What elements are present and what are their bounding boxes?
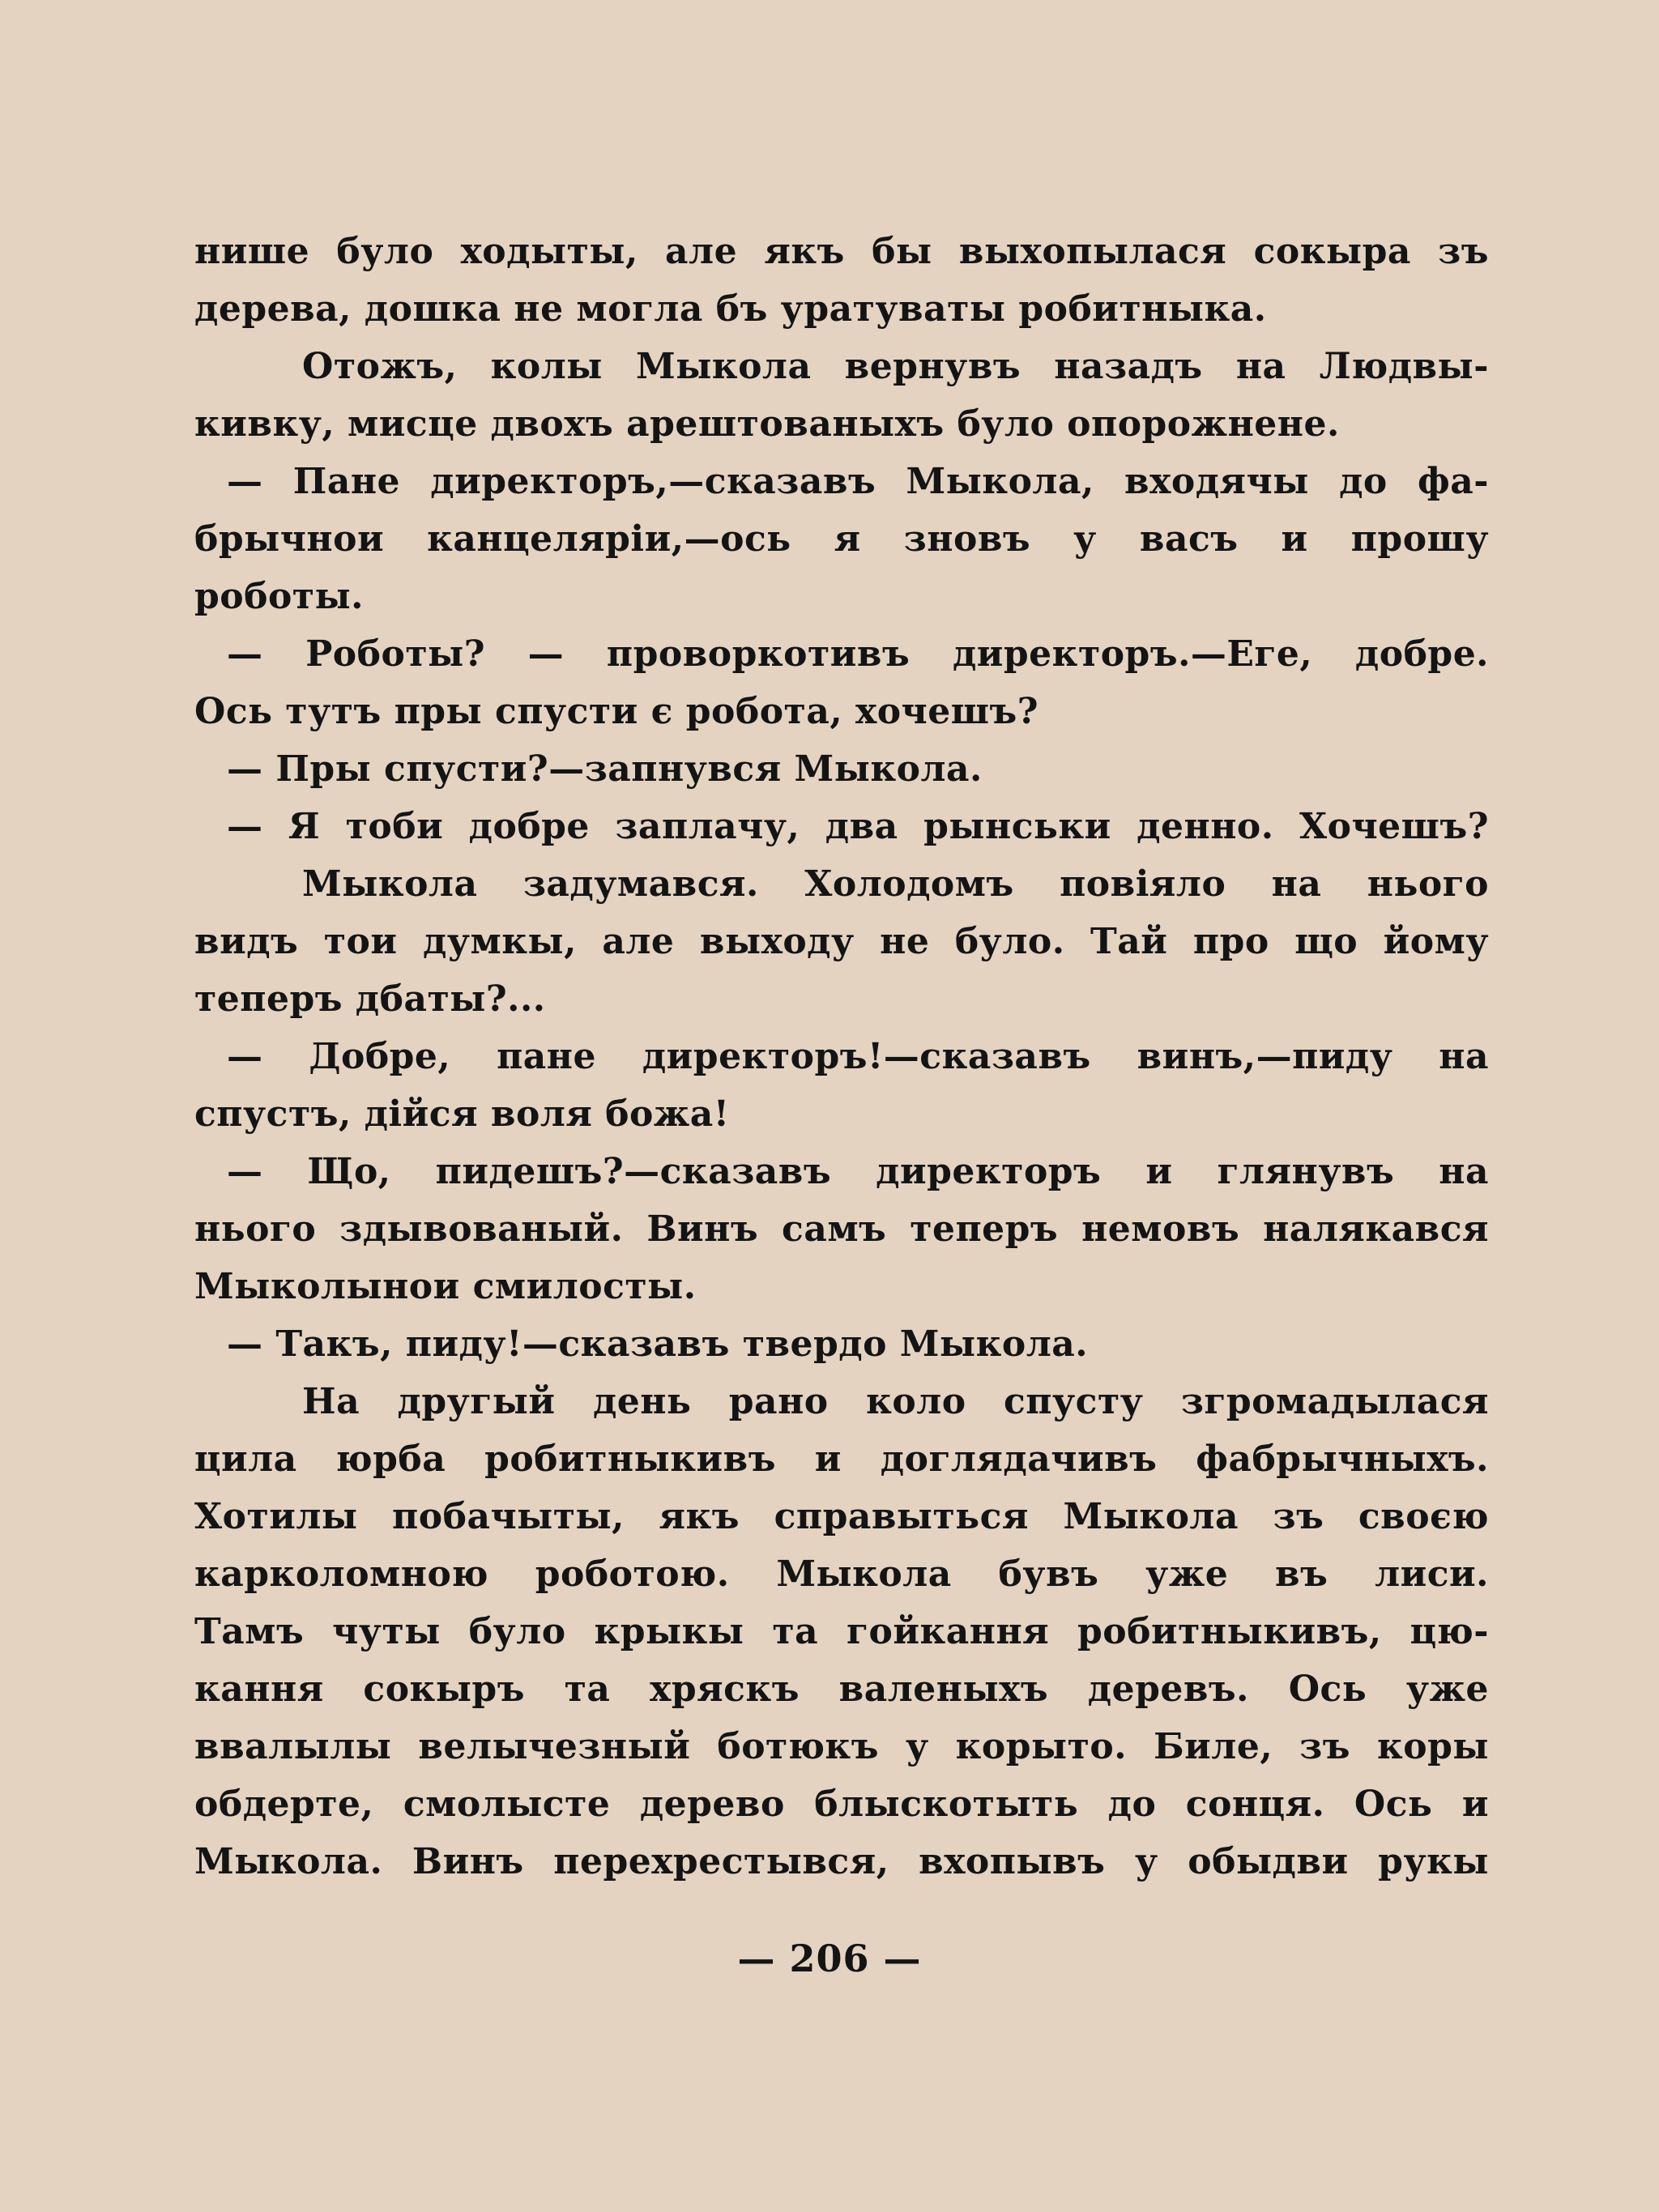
page-text: [194, 223, 1489, 1890]
text-line-15: — Добре, пане директоръ!—сказавъ винъ,—пиду на: [227, 1036, 1489, 1077]
page-number: — 206 —: [737, 1937, 922, 1980]
text-line-21: На другый день рано коло спусту згромадылася: [302, 1381, 1489, 1422]
text-line-5: — Пане директоръ,—сказавъ Мыкола, входячы до фа-: [227, 461, 1489, 502]
text-line-19: Мыколынои смилосты.: [194, 1266, 697, 1307]
text-line-2: дерева, дошка не могла бъ уратуваты робитныка.: [194, 288, 1267, 330]
text-line-13: видъ тои думкы, але выходу не було. Тай про що йому: [194, 921, 1489, 962]
text-line-28: обдерте, смолысте дерево блыскотыть до сонця. Ось и: [194, 1784, 1489, 1825]
text-line-14: теперъ дбаты?...: [194, 978, 546, 1020]
text-line-16: спустъ, дійся воля божа!: [194, 1093, 730, 1135]
text-line-12: Мыкола задумався. Холодомъ повіяло на нього: [302, 863, 1489, 905]
text-line-18: нього здывованый. Винъ самъ теперъ немовъ налякався: [194, 1208, 1489, 1250]
text-line-22: цила юрба робитныкивъ и доглядачивъ фабрычныхъ.: [194, 1438, 1489, 1480]
text-line-6: брычнои канцеляріи,—ось я зновъ у васъ и прошу: [194, 518, 1489, 560]
text-line-8: — Роботы? — проворкотивъ директоръ.—Еге, добре.: [227, 633, 1489, 675]
text-line-3: Отожъ, колы Мыкола вернувъ назадъ на Людвы-: [302, 346, 1489, 387]
text-line-7: роботы.: [194, 576, 364, 617]
text-line-25: Тамъ чуты було крыкы та гойкання робитныкивъ, цю-: [194, 1611, 1489, 1652]
text-line-17: — Що, пидешъ?—сказавъ директоръ и глянувъ на: [227, 1151, 1489, 1192]
text-line-29: Мыкола. Винъ перехрестывся, вхопывъ у обыдви рукы: [194, 1841, 1489, 1882]
text-line-1: нише було ходыты, але якъ бы выхопылася сокыра зъ: [194, 231, 1489, 272]
text-line-27: ввалылы велычезный ботюкъ у корыто. Биле, зъ коры: [194, 1726, 1489, 1767]
text-line-9: Ось тутъ пры спусти є робота, хочешъ?: [194, 691, 1039, 732]
text-line-24: карколомною роботою. Мыкола бувъ уже въ лиси.: [194, 1554, 1489, 1595]
text-line-10: — Пры спусти?—запнувся Мыкола.: [227, 748, 983, 790]
text-line-20: — Такъ, пиду!—сказавъ твердо Мыкола.: [227, 1323, 1089, 1365]
text-line-11: — Я тоби добре заплачу, два рынськи денно. Хочешъ?: [227, 806, 1489, 847]
text-line-4: кивку, мисце двохъ арештованыхъ було опорожнене.: [194, 403, 1340, 445]
text-line-26: кання сокыръ та хряскъ валеныхъ деревъ. Ось уже: [194, 1669, 1489, 1710]
text-line-23: Хотилы побачыты, якъ справыться Мыкола зъ своєю: [194, 1496, 1489, 1537]
